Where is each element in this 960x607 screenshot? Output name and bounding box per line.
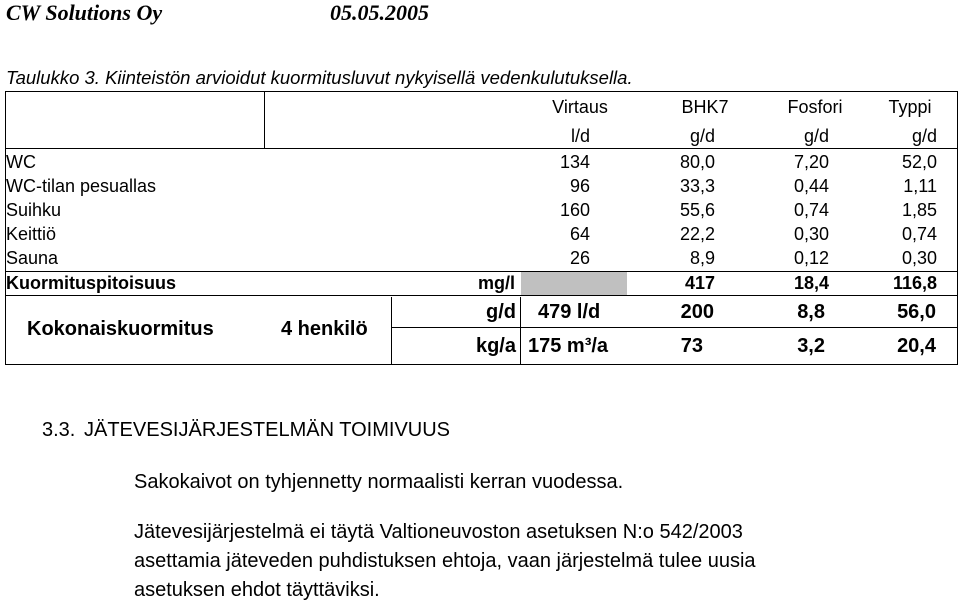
concentration-fosfori: 18,4 (793, 273, 829, 293)
row-label: Keittiö (6, 224, 57, 244)
section-number: 3.3. (42, 419, 76, 441)
paragraph-2-line-3: asetuksen ehdot täyttäviksi. (134, 579, 380, 601)
total-label: Kokonaiskuormitus (27, 318, 214, 340)
paragraph-2-line-2: asettamia jäteveden puhdistuksen ehtoja, vaan järjestelmä tulee uusia (134, 550, 756, 572)
cell-typpi: 52,0 (901, 152, 937, 172)
cell-bhk7: 55,6 (679, 200, 715, 220)
total-kga-bhk7: 73 (680, 335, 703, 357)
cell-fosfori: 0,30 (793, 224, 829, 244)
document-date: 05.05.2005 (330, 0, 429, 25)
company-name: CW Solutions Oy (6, 0, 163, 25)
total-gd-fosfori: 8,8 (797, 301, 825, 323)
cell-virtaus: 64 (569, 224, 590, 244)
concentration-label: Kuormituspitoisuus (6, 273, 176, 293)
cell-typpi: 0,74 (901, 224, 937, 244)
table-caption: Taulukko 3. Kiinteistön arvioidut kuormitusluvut nykyisellä vedenkulutuksella. (6, 67, 633, 88)
total-unit-gd: g/d (486, 301, 516, 323)
row-label: Sauna (6, 248, 59, 268)
total-kga-virtaus: 175 m³/a (528, 335, 609, 357)
cell-bhk7: 8,9 (689, 248, 715, 268)
persons-label: 4 henkilö (281, 318, 368, 340)
cell-typpi: 1,11 (903, 176, 937, 196)
col-header-fosfori: Fosfori (787, 97, 843, 117)
col-header-typpi: Typpi (888, 97, 932, 117)
cell-fosfori: 7,20 (793, 152, 829, 172)
total-gd-bhk7: 200 (680, 301, 714, 323)
unit-bhk7: g/d (689, 126, 715, 146)
cell-fosfori: 0,12 (793, 248, 829, 268)
concentration-bhk7: 417 (684, 273, 715, 293)
total-kga-typpi: 20,4 (897, 335, 936, 357)
row-label: Suihku (6, 200, 62, 220)
col-header-bhk7: BHK7 (681, 97, 729, 117)
cell-virtaus: 26 (569, 248, 590, 268)
cell-typpi: 1,85 (901, 200, 937, 220)
concentration-typpi: 116,8 (892, 273, 937, 293)
cell-bhk7: 33,3 (679, 176, 715, 196)
total-gd-virtaus: 479 l/d (538, 301, 601, 323)
cell-bhk7: 22,2 (679, 224, 715, 244)
cell-fosfori: 0,74 (793, 200, 829, 220)
cell-fosfori: 0,44 (793, 176, 829, 196)
cell-virtaus: 96 (569, 176, 590, 196)
row-label: WC (6, 152, 36, 172)
paragraph-1: Sakokaivot on tyhjennetty normaalisti kerran vuodessa. (134, 471, 624, 493)
cell-typpi: 0,30 (901, 248, 937, 268)
unit-fosfori: g/d (803, 126, 829, 146)
col-header-virtaus: Virtaus (552, 97, 608, 117)
cell-bhk7: 80,0 (679, 152, 715, 172)
concentration-unit: mg/l (477, 273, 515, 293)
total-unit-kga: kg/a (475, 335, 516, 357)
unit-typpi: g/d (911, 126, 937, 146)
total-gd-typpi: 56,0 (897, 301, 936, 323)
unit-virtaus: l/d (570, 126, 590, 146)
cell-virtaus: 134 (559, 152, 590, 172)
total-kga-fosfori: 3,2 (797, 335, 825, 357)
paragraph-2-line-1: Jätevesijärjestelmä ei täytä Valtioneuvoston asetuksen N:o 542/2003 (134, 521, 743, 543)
cell-virtaus: 160 (559, 200, 590, 220)
section-title: JÄTEVESIJÄRJESTELMÄN TOIMIVUUS (84, 419, 451, 441)
row-label: WC-tilan pesuallas (6, 176, 157, 196)
